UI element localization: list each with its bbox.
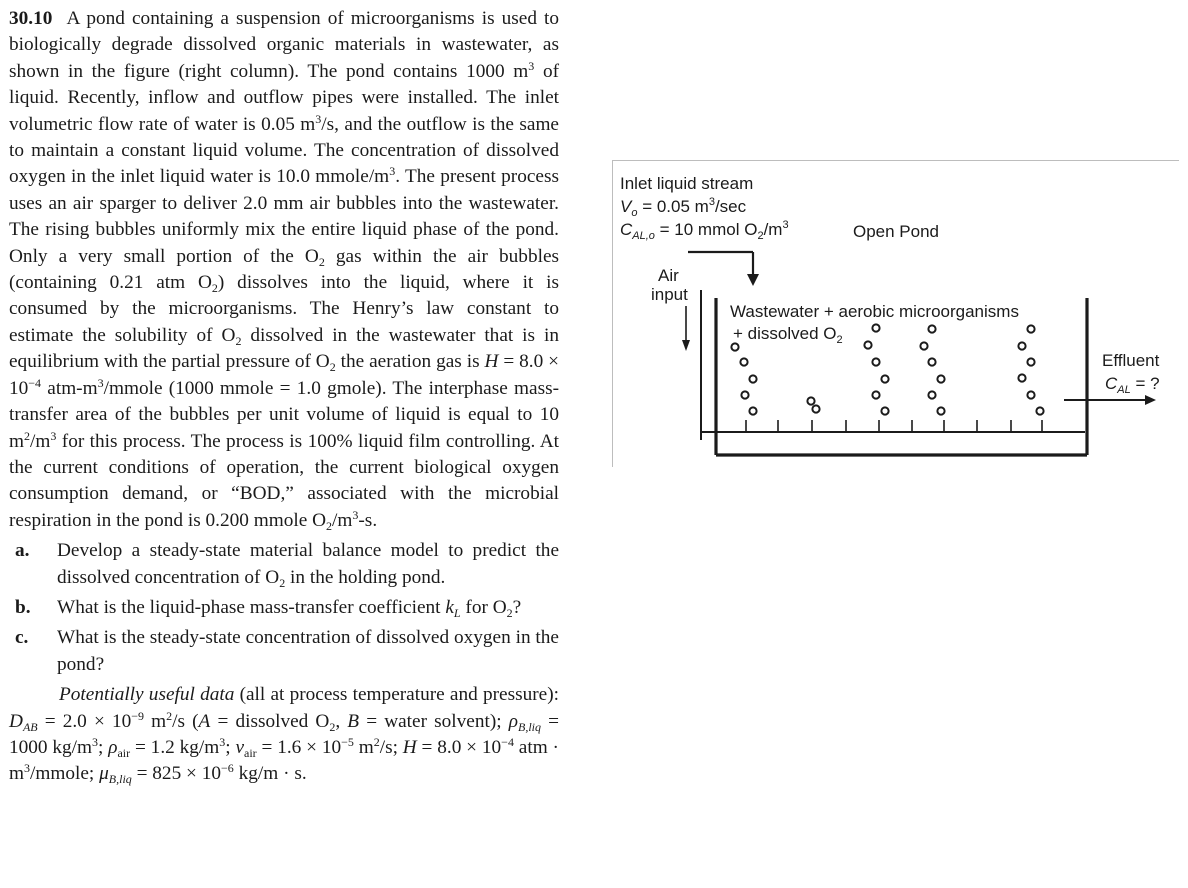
effluent-concentration: $C_{AL}$ = ? bbox=[1105, 374, 1160, 396]
wastewater-label: Wastewater + aerobic microorganisms bbox=[730, 302, 1019, 321]
inlet-concentration: $C_{AL,o} = 10$ mmol $O_2/m^3$ bbox=[620, 219, 789, 242]
input-label: input bbox=[651, 285, 688, 304]
air-label: Air bbox=[658, 266, 679, 285]
question-part-b: b. What is the liquid-phase mass-transfer coefficient $k_L$ for $O_2$? bbox=[15, 596, 522, 620]
inlet-title: Inlet liquid stream bbox=[620, 174, 754, 193]
sparger-nozzles bbox=[746, 420, 1042, 432]
inlet-flow-rate: $V_o = 0.05$ $m^3/\sec$ bbox=[620, 196, 747, 219]
useful-data-paragraph: Potentially useful data (all at process temperature and pressure): $D_{AB} = 2.0 \times 10^{-9}$ $m^2/s$ (A = dissolved $O_2$, B = water solvent); $\rho_{B,liq} = 1000$ $kg/m^3$; $\rho_{air} = 1.2$ $kg/m^3$; $\nu_{air} = 1.6 \times 10^{-5}$ $m^2/s$; $H = 8.0 \times 10^{-4}$ atm · $m^3$/mmole; $\mu_{B,liq} = 825 \times 10^{-6}$ kg/m · s. bbox=[9, 684, 559, 787]
open-pond-label: Open Pond bbox=[853, 222, 940, 241]
inlet-arrow bbox=[688, 252, 759, 286]
problem-statement: 30.10 A pond containing a suspension of microorganisms is used to biologically degrade dissolved organic materials in wastewater, as shown in the figure (right column). The pond contains 1000 $m^3$ of liquid. Recently, inflow and outflow pipes were installed. The inlet volumetric flow rate of water is 0.05 $m^3/s$, and the outflow is the same to maintain a constant liquid volume. The concentration of dissolved oxygen in the inlet liquid water is 10.0 mmole/$m^3$. The present process uses an air sparger to deliver 2.0 mm air bubbles into the wastewater. The rising bubbles uniformly mix the entire liquid phase of the pond. Only a very small portion of the $O_2$ gas within the air bubbles (containing 0.21 atm $O_2$) dissolves into the liquid, where it is consumed by the microorganisms. The Henry’s law constant to estimate the solubility of $O_2$ dissolved in the wastewater that is in equilibrium with the partial pressure of $O_2$ the aeration gas is $H = 8.0 \times 10^{-4}$ atm-$m^3$/mmole (1000 mmole = 1.0 gmole). The interphase mass-transfer area of the bubbles per unit volume of liquid is equal to 10 $m^2/m^3$ for this process. The process is 100% liquid film controlling. At the current conditions of operation, the current biological oxygen consumption demand, or “BOD,” associated with the microbial respiration in the pond is 0.200 mmole $O_2/m^3-s$. bbox=[9, 8, 560, 533]
air-input-arrow bbox=[682, 306, 690, 351]
effluent-label: Effluent bbox=[1102, 351, 1160, 370]
problem-number: 30.10 bbox=[9, 8, 53, 29]
question-part-c: c. What is the steady-state concentration of dissolved oxygen in the pond? bbox=[15, 627, 559, 675]
dissolved-o2-label: + dissolved $O_2$ bbox=[733, 324, 843, 346]
question-part-a: a. Develop a steady-state material balance model to predict the dissolved concentration of $O_2$ in the holding pond. bbox=[15, 540, 559, 590]
effluent-arrow bbox=[1064, 395, 1156, 405]
